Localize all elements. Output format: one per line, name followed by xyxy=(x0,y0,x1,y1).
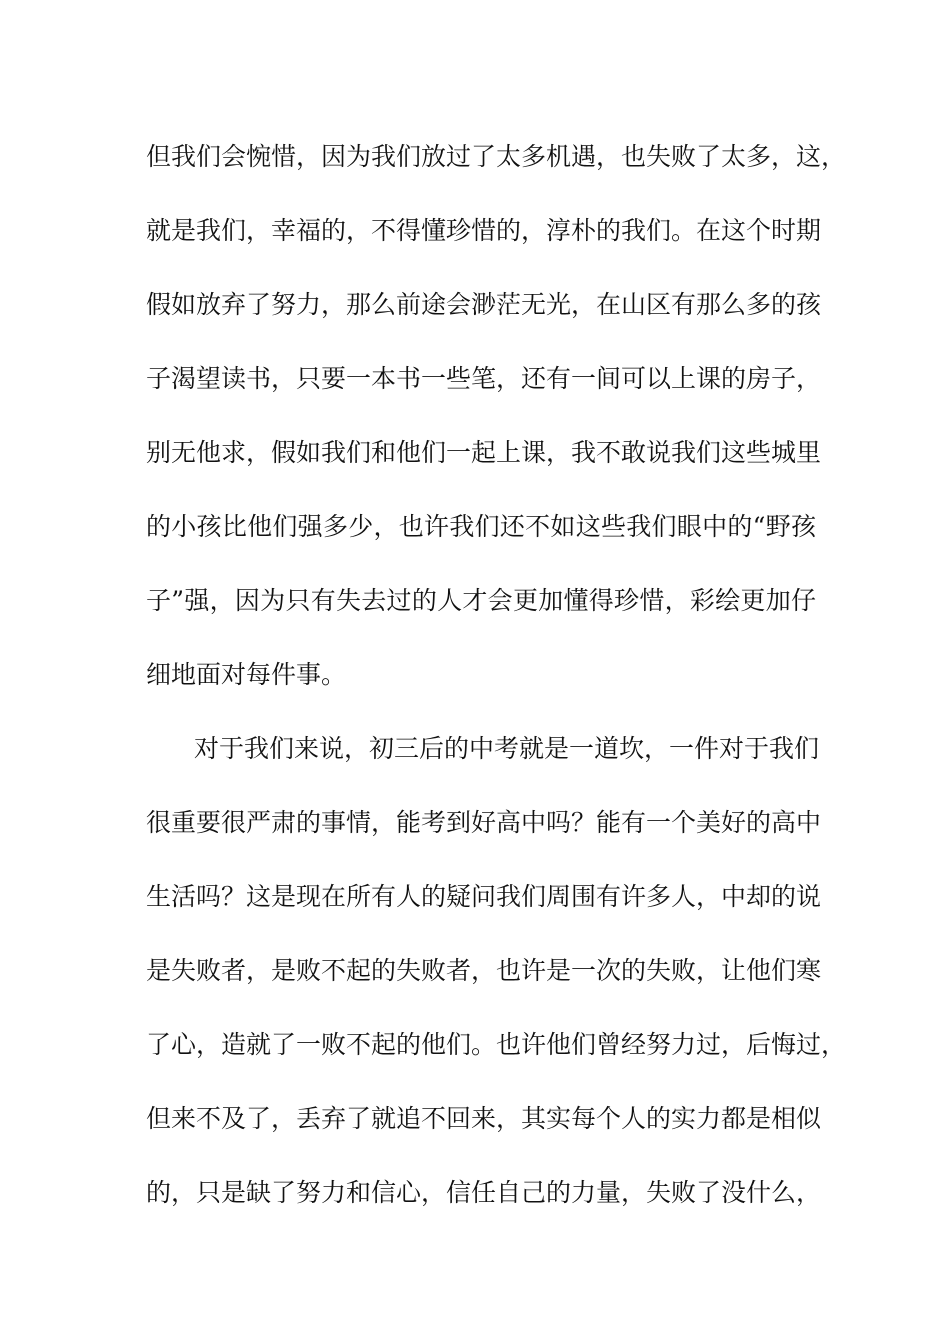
text-line: 但我们会惋惜，因为我们放过了太多机遇，也失败了太多，这， xyxy=(146,142,847,171)
document-body xyxy=(146,120,847,1230)
text-line: 别无他求，假如我们和他们一起上课，我不敢说我们这些城里 xyxy=(146,438,822,467)
text-line: 但来不及了，丢弃了就追不回来，其实每个人的实力都是相似 xyxy=(146,1104,822,1133)
text-line: 对于我们来说，初三后的中考就是一道坎，一件对于我们 xyxy=(194,734,820,763)
text-line: 的小孩比他们强多少，也许我们还不如这些我们眼中的“野孩 xyxy=(146,512,816,541)
text-line: 是失败者，是败不起的失败者，也许是一次的失败，让他们寒 xyxy=(146,956,822,985)
text-line: 假如放弃了努力，那么前途会渺茫无光，在山区有那么多的孩 xyxy=(146,290,822,319)
text-line: 子”强，因为只有失去过的人才会更加懂得珍惜，彩绘更加仔 xyxy=(146,586,816,615)
paragraph-1 xyxy=(146,120,847,712)
text-line: 就是我们，幸福的，不得懂珍惜的，淳朴的我们。在这个时期 xyxy=(146,216,822,245)
text-line: 的，只是缺了努力和信心，信任自己的力量，失败了没什么， xyxy=(146,1178,822,1207)
text-line: 细地面对每件事。 xyxy=(146,660,347,689)
text-line: 了心，造就了一败不起的他们。也许他们曾经努力过，后悔过， xyxy=(146,1030,847,1059)
text-line: 子渴望读书，只要一本书一些笔，还有一间可以上课的房子， xyxy=(146,364,822,393)
paragraph-2 xyxy=(146,712,847,1230)
text-line: 生活吗？这是现在所有人的疑问我们周围有许多人，中却的说 xyxy=(146,882,822,911)
text-line: 很重要很严肃的事情，能考到好高中吗？能有一个美好的高中 xyxy=(146,808,822,837)
